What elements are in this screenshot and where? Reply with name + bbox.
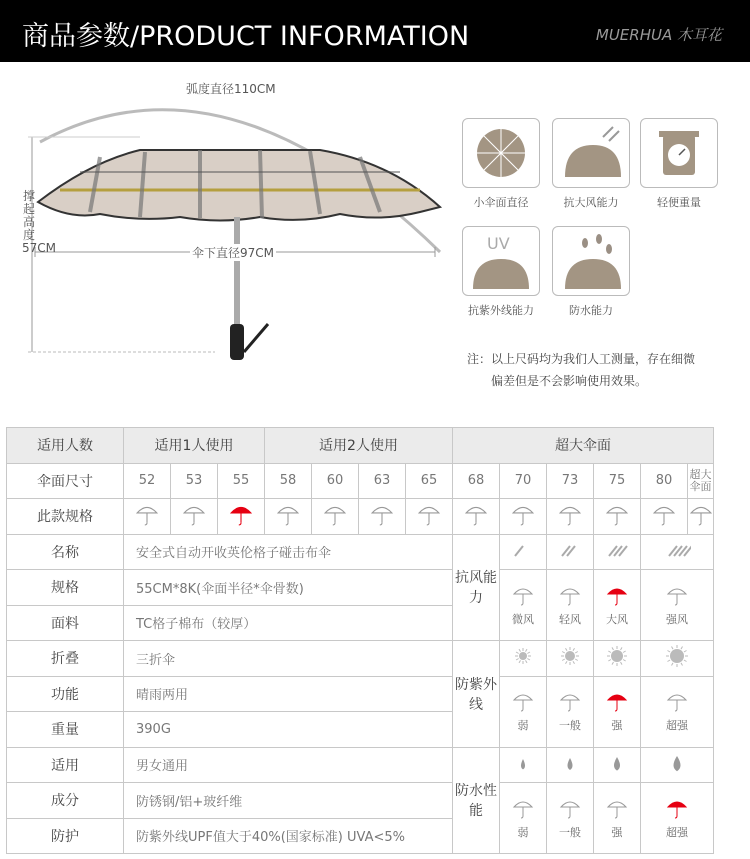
detail-label: 重量 [7, 712, 124, 748]
uv-icon [462, 226, 540, 296]
size-cell: 68 [453, 463, 500, 499]
spec-umbrella-icon [500, 499, 547, 535]
scale-icon [640, 118, 718, 188]
level-label: 强 [611, 825, 623, 839]
umbrella-diagram [0, 62, 460, 392]
spec-umbrella-icon [688, 499, 714, 535]
wind-level-cell [641, 570, 714, 641]
feature-weight [640, 118, 718, 210]
table-row [7, 428, 714, 464]
level-label: 轻风 [559, 612, 581, 626]
size-cell: 53 [171, 463, 218, 499]
water-level-icon [594, 747, 641, 783]
spec-umbrella-icon [406, 499, 453, 535]
table-row [7, 747, 714, 783]
wind-level-cell [594, 570, 641, 641]
size-cell: 73 [547, 463, 594, 499]
spec-umbrella-icon [124, 499, 171, 535]
detail-label: 适用 [7, 747, 124, 783]
table-row [7, 499, 714, 535]
users-label: 适用人数 [7, 428, 124, 464]
uv-level-cell [547, 676, 594, 747]
arc-diameter-label: 弧度直径110CM [186, 82, 276, 96]
table-row [7, 463, 714, 499]
level-label: 微风 [512, 612, 534, 626]
height-label: 撑起高度57CM [22, 189, 57, 255]
detail-value: 男女通用 [124, 747, 453, 783]
level-label: 一般 [559, 719, 581, 732]
feature-water [552, 226, 630, 318]
diameter-label: 伞下直径97CM [192, 246, 275, 260]
header-bar [0, 0, 750, 62]
detail-label: 功能 [7, 676, 124, 712]
uv-level-icon [594, 641, 641, 677]
size-cell: 58 [265, 463, 312, 499]
users-group-2: 适用2人使用 [265, 428, 453, 464]
uv-level-icon [641, 641, 714, 677]
size-cell-oversize: 超大伞面 [688, 463, 714, 499]
rain-icon [552, 226, 630, 296]
water-level-icon [547, 747, 594, 783]
spec-umbrella-icon [218, 499, 265, 535]
water-level-icon [641, 747, 714, 783]
wind-level-icon [641, 534, 714, 570]
wind-level-icon [547, 534, 594, 570]
feature-small-canopy [462, 118, 540, 210]
size-cell: 52 [124, 463, 171, 499]
level-label: 大风 [606, 612, 628, 626]
svg-text:UV: UV [487, 234, 510, 253]
uv-level-cell [594, 676, 641, 747]
table-row [7, 534, 714, 570]
detail-label: 折叠 [7, 641, 124, 677]
feature-label: 轻便重量 [657, 196, 701, 209]
size-cell: 75 [594, 463, 641, 499]
uv-level-cell [500, 676, 547, 747]
level-label: 强 [611, 719, 623, 732]
detail-value: 390G [124, 712, 453, 748]
page-title: 商品参数/PRODUCT INFORMATION [22, 21, 470, 52]
detail-label: 名称 [7, 534, 124, 570]
feature-label: 抗紫外线能力 [468, 304, 534, 317]
size-cell: 60 [312, 463, 359, 499]
uv-level-icon [500, 641, 547, 677]
feature-wind [552, 118, 630, 210]
size-cell: 63 [359, 463, 406, 499]
water-level-icon [500, 747, 547, 783]
detail-label: 面料 [7, 605, 124, 641]
water-level-cell [500, 783, 547, 854]
water-level-cell [641, 783, 714, 854]
spec-umbrella-icon [641, 499, 688, 535]
size-label: 伞面尺寸 [7, 463, 124, 499]
spec-umbrella-icon [594, 499, 641, 535]
feature-label: 小伞面直径 [473, 196, 529, 209]
uv-level-icon [547, 641, 594, 677]
note-line: 注：以上尺码均为我们人工测量，存在细微 [467, 352, 696, 366]
level-label: 强风 [666, 612, 688, 626]
feature-label: 防水能力 [569, 304, 613, 317]
detail-value: 防锈钢/铝+玻纤维 [124, 783, 453, 819]
wind-label: 抗风能力 [453, 534, 500, 641]
detail-value: 晴雨两用 [124, 676, 453, 712]
level-label: 超强 [666, 825, 688, 839]
table-row [7, 570, 714, 606]
size-cell: 55 [218, 463, 265, 499]
size-cell: 65 [406, 463, 453, 499]
wind-level-cell [547, 570, 594, 641]
water-level-cell [594, 783, 641, 854]
detail-label: 防护 [7, 818, 124, 854]
detail-label: 规格 [7, 570, 124, 606]
wind-resistance-icon [552, 118, 630, 188]
spec-umbrella-icon [547, 499, 594, 535]
small-canopy-icon [462, 118, 540, 188]
measurement-note [467, 348, 695, 392]
spec-umbrella-icon [453, 499, 500, 535]
feature-label: 抗大风能力 [563, 196, 619, 209]
users-group-3: 超大伞面 [453, 428, 714, 464]
wind-level-icon [500, 534, 547, 570]
level-label: 一般 [559, 825, 581, 839]
wind-level-icon [594, 534, 641, 570]
level-label: 弱 [517, 719, 529, 732]
feature-uv [462, 226, 540, 318]
uv-label: 防紫外线 [453, 641, 500, 748]
detail-value: 三折伞 [124, 641, 453, 677]
size-cell: 80 [641, 463, 688, 499]
table-row [7, 676, 714, 712]
detail-value: 55CM*8K(伞面半径*伞骨数) [124, 570, 453, 606]
detail-label: 成分 [7, 783, 124, 819]
table-row [7, 641, 714, 677]
level-label: 超强 [666, 719, 688, 732]
detail-value: 安全式自动开收英伦格子碰击布伞 [124, 534, 453, 570]
spec-umbrella-icon [171, 499, 218, 535]
detail-value: 防紫外线UPF值大于40%(国家标准) UVA<5% [124, 818, 453, 854]
uv-level-cell [641, 676, 714, 747]
water-label: 防水性能 [453, 747, 500, 854]
detail-value: TC格子棉布（较厚） [124, 605, 453, 641]
brand-logo: MUERHUA 木耳花 [595, 26, 722, 44]
wind-level-cell [500, 570, 547, 641]
spec-umbrella-icon [312, 499, 359, 535]
note-line: 偏差但是不会影响使用效果。 [491, 374, 648, 388]
size-cell: 70 [500, 463, 547, 499]
spec-umbrella-icon [265, 499, 312, 535]
spec-table [6, 427, 714, 854]
spec-label: 此款规格 [7, 499, 124, 535]
level-label: 弱 [517, 825, 529, 839]
table-row [7, 783, 714, 819]
spec-umbrella-icon [359, 499, 406, 535]
users-group-1: 适用1人使用 [124, 428, 265, 464]
water-level-cell [547, 783, 594, 854]
